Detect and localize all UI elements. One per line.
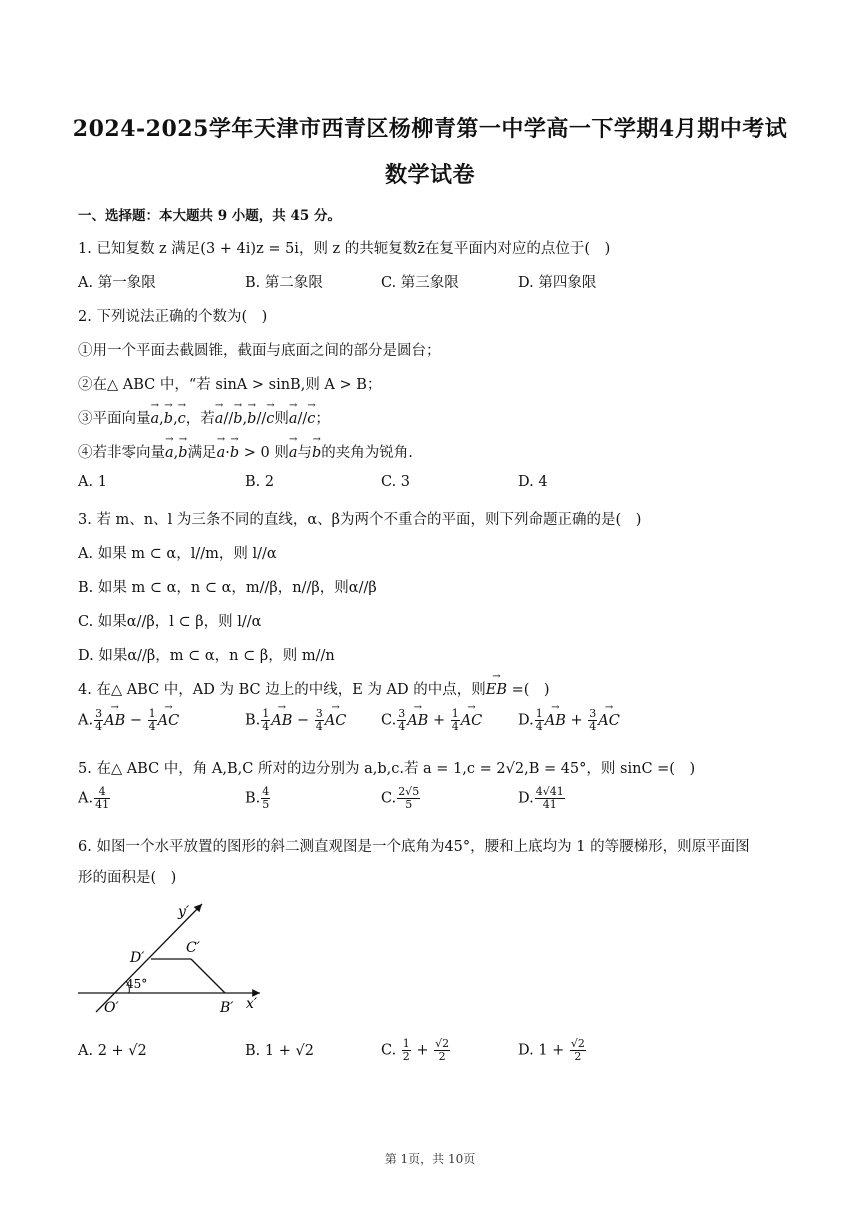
q4-den2: 4 <box>148 720 156 734</box>
q5-num: 2√5 <box>398 785 420 798</box>
q5-option-a <box>78 786 111 811</box>
q4-sign: + <box>432 712 446 729</box>
q1-option-c: C. 第三象限 <box>381 275 459 291</box>
q2-item-4-text: ④若非零向量 <box>78 445 165 461</box>
q5-den: 5 <box>405 798 413 812</box>
q5-label: D. <box>518 790 534 807</box>
q2-item-4-end: 的夹角为锐角. <box>321 445 413 461</box>
q4-num1: 1 <box>535 707 543 720</box>
q4-stem-text: 4. 在△ ABC 中，AD 为 BC 边上的中线，E 为 AD 的中点，则 <box>78 682 486 698</box>
label-o: O′ <box>104 1000 119 1016</box>
q6-option-a: A. 2 + √2 <box>78 1043 147 1059</box>
q5-label: C. <box>381 790 397 807</box>
q4-vec1: → AB <box>545 713 566 729</box>
q4-den2: 4 <box>451 720 459 734</box>
q2-item-3: ③平面向量→ a,→ b,→ c，若→ a//→ b,→ b//→ c则→ a//→ c； <box>78 407 330 428</box>
q4-label: C. <box>381 712 397 729</box>
q5-den: 41 <box>95 798 110 812</box>
q4-vec1: → AB <box>271 713 292 729</box>
q3-option-d: D. 如果α//β，m ⊂ α，n ⊂ β，则 m//n <box>78 648 335 664</box>
page-footer: 第 1页，共 10页 <box>384 1152 476 1166</box>
q6-figure <box>74 896 274 1026</box>
q4-stem-vector: → EB <box>486 682 507 698</box>
q4-option-b <box>245 708 346 733</box>
q4-label: D. <box>518 712 534 729</box>
q1-option-a: A. 第一象限 <box>78 275 156 291</box>
label-b: B′ <box>220 1000 234 1016</box>
q4-den2: 4 <box>315 720 323 734</box>
q5-stem: 5. 在△ ABC 中，角 A,B,C 所对的边分别为 a,b,c.若 a = 1,c = 2√2,B = 45°，则 sinC =( ) <box>78 761 696 777</box>
q6-option-d-label: D. 1 + <box>518 1042 565 1059</box>
q2-option-b: B. 2 <box>245 474 275 490</box>
q1-option-d: D. 第四象限 <box>518 275 597 291</box>
q2-stem: 2. 下列说法正确的个数为( ) <box>78 309 268 325</box>
q6-option-b: B. 1 + √2 <box>245 1043 314 1059</box>
q6-d-den: 2 <box>574 1050 582 1064</box>
q4-num2: 1 <box>148 707 156 720</box>
exam-title: 2024-2025学年天津市西青区杨柳青第一中学高一下学期4月期中考试 <box>72 116 788 142</box>
q4-num2: 1 <box>451 707 459 720</box>
q4-vec2: → AC <box>461 713 483 729</box>
q4-option-a <box>78 708 179 733</box>
q4-option-d <box>518 708 620 733</box>
q4-stem-end: =( ) <box>507 682 550 698</box>
q6-option-c <box>381 1038 451 1063</box>
q2-item-1: ①用一个平面去截圆锥，截面与底面之间的部分是圆台； <box>78 343 441 359</box>
q4-num2: 3 <box>589 707 597 720</box>
q4-sign: − <box>297 712 310 729</box>
q4-vec2: → AC <box>598 713 620 729</box>
q5-label: B. <box>245 790 261 807</box>
q6-c-den2: 2 <box>438 1050 446 1064</box>
q2-item-4-mid: 满足 <box>187 445 217 461</box>
q5-den: 5 <box>262 798 270 812</box>
q1-stem: 1. 已知复数 z 满足(3 + 4i)z = 5i，则 z 的共轭复数z̄在复平面内对应的点位于( ) <box>78 241 611 257</box>
q4-vec1: → AB <box>407 713 428 729</box>
q4-sign: + <box>570 712 583 729</box>
q2-option-a: A. 1 <box>78 474 107 490</box>
q3-option-c: C. 如果α//β，l ⊂ β，则 l//α <box>78 614 262 630</box>
q4-sign: − <box>129 712 142 729</box>
q2-item-4: ④若非零向量→ a,→ b满足→ a·→ b > 0 则→ a与→ b的夹角为锐角. <box>78 441 413 462</box>
q5-num: 4√41 <box>535 785 564 798</box>
label-c: C′ <box>186 940 200 956</box>
q5-num: 4 <box>262 785 270 798</box>
q6-c-num: 1 <box>402 1037 410 1050</box>
q4-vec2: → AC <box>158 713 180 729</box>
q2-item-3-text: ③平面向量 <box>78 411 151 427</box>
q2-item-3-tail: ，若 <box>185 411 215 427</box>
section-heading: 一、选择题：本大题共 9 小题，共 45 分。 <box>78 208 341 224</box>
q2-item-4-with: 与 <box>297 445 312 461</box>
label-d: D′ <box>130 950 145 966</box>
q4-label: A. <box>78 712 94 729</box>
q3-option-a: A. 如果 m ⊂ α，l//m，则 l//α <box>78 546 277 562</box>
q4-option-c <box>381 708 482 733</box>
q4-vec1: → AB <box>104 713 125 729</box>
q5-option-d <box>518 786 566 811</box>
q4-stem <box>78 678 550 699</box>
q6-c-plus: + <box>416 1042 429 1059</box>
q6-c-num2: √2 <box>435 1037 450 1050</box>
q6-c-den: 2 <box>402 1050 410 1064</box>
q3-option-b: B. 如果 m ⊂ α，n ⊂ α，m//β，n//β，则α//β <box>78 580 377 596</box>
q2-item-4-cond: > 0 则 <box>239 445 289 461</box>
q4-den1: 4 <box>535 720 543 734</box>
q5-option-c <box>381 786 421 811</box>
y-axis <box>96 904 202 1012</box>
label-x: x′ <box>246 996 258 1012</box>
q4-den1: 4 <box>398 720 406 734</box>
q5-option-b <box>245 786 271 811</box>
q4-num1: 3 <box>398 707 406 720</box>
q6-d-num: √2 <box>570 1037 585 1050</box>
q5-num: 4 <box>94 786 110 799</box>
q4-den1: 4 <box>95 720 103 734</box>
q4-num1: 3 <box>95 707 103 720</box>
q5-label: A. <box>78 790 94 807</box>
q1-option-b: B. 第二象限 <box>245 275 323 291</box>
label-y: y′ <box>178 904 190 920</box>
label-angle: 45° <box>126 977 148 991</box>
q4-num2: 3 <box>315 707 323 720</box>
q6-stem-line-2: 形的面积是( ) <box>78 870 177 886</box>
q2-item-2: ②在△ ABC 中，“若 sinA > sinB,则 A > B； <box>78 377 382 393</box>
q4-label: B. <box>245 712 261 729</box>
q4-vec2: → AC <box>325 713 347 729</box>
q6-stem-line-1: 6. 如图一个水平放置的图形的斜二测直观图是一个底角为45°，腰和上底均为 1 的等腰梯形，则原平面图 <box>78 839 750 855</box>
q6-option-d <box>518 1038 587 1063</box>
q3-stem: 3. 若 m、n、l 为三条不同的直线，α、β为两个不重合的平面，则下列命题正确的是( ) <box>78 512 642 528</box>
q2-option-c: C. 3 <box>381 474 411 490</box>
q4-den2: 4 <box>589 720 597 734</box>
exam-subtitle: 数学试卷 <box>384 162 475 188</box>
right-leg <box>191 959 225 993</box>
q4-den1: 4 <box>262 720 270 734</box>
q4-num1: 1 <box>262 707 270 720</box>
q2-item-3-end: 则 <box>274 411 289 427</box>
q6-option-c-label: C. <box>381 1042 397 1059</box>
q5-den: 41 <box>542 798 557 812</box>
q2-option-d: D. 4 <box>518 474 548 490</box>
